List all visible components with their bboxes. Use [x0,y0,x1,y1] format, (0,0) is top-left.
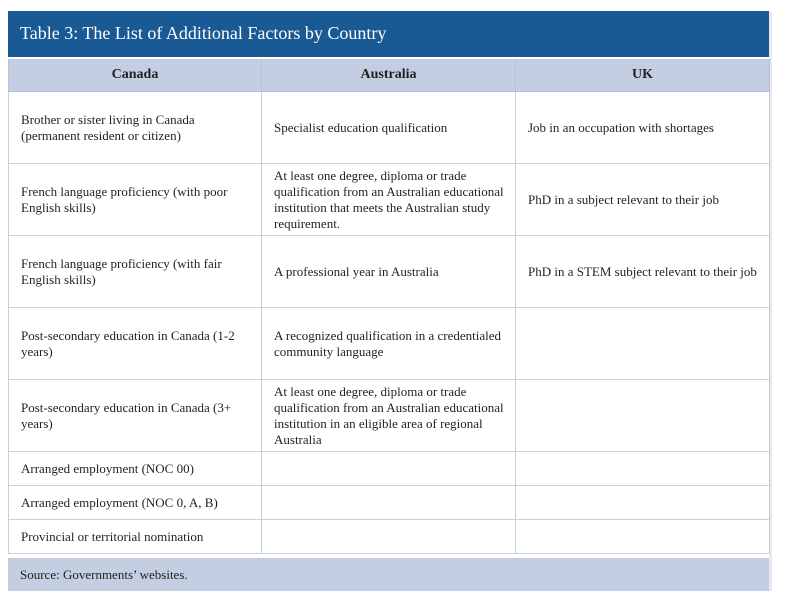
column-header-canada: Canada [9,59,262,92]
table-row [9,92,770,164]
table-cell: Brother or sister living in Canada (permanent resident or citizen) [9,92,262,164]
table-cell: Provincial or territorial nomination [9,520,262,554]
table-cell [262,486,516,520]
table-cell: French language proficiency (with fair English skills) [9,236,262,308]
table-cell [516,452,770,486]
table-cell: Job in an occupation with shortages [516,92,770,164]
table-cell: Post-secondary education in Canada (1-2 years) [9,308,262,380]
table-cell: Arranged employment (NOC 00) [9,452,262,486]
table-cell: PhD in a subject relevant to their job [516,164,770,236]
table-row [9,380,770,452]
table-title: Table 3: The List of Additional Factors by Country [20,23,387,43]
table-cell [262,452,516,486]
table-cell: A recognized qualification in a credentialed community language [262,308,516,380]
table-cell: Post-secondary education in Canada (3+ years) [9,380,262,452]
title-bar [8,11,769,59]
source-bar [8,558,769,591]
table-cell: French language proficiency (with poor English skills) [9,164,262,236]
table-cell [516,380,770,452]
table-cell: Arranged employment (NOC 0, A, B) [9,486,262,520]
column-header-uk: UK [516,59,770,92]
table-row [9,308,770,380]
factors-table [8,59,770,554]
factors-table-figure [8,11,769,591]
table-row [9,520,770,554]
table-row [9,236,770,308]
table-cell: A professional year in Australia [262,236,516,308]
table-row [9,164,770,236]
column-header-australia: Australia [262,59,516,92]
table-cell [262,520,516,554]
table-row [9,452,770,486]
table-cell [516,486,770,520]
source-note: Source: Governments’ websites. [20,567,188,582]
table-cell: At least one degree, diploma or trade qualification from an Australian educational institution in an eligible area of regional Australia [262,380,516,452]
table-cell: Specialist education qualification [262,92,516,164]
table-cell: At least one degree, diploma or trade qualification from an Australian educational institution that meets the Australian study requirement. [262,164,516,236]
table-cell: PhD in a STEM subject relevant to their job [516,236,770,308]
table-cell [516,520,770,554]
header-row [9,59,770,92]
table-row [9,486,770,520]
table-cell [516,308,770,380]
